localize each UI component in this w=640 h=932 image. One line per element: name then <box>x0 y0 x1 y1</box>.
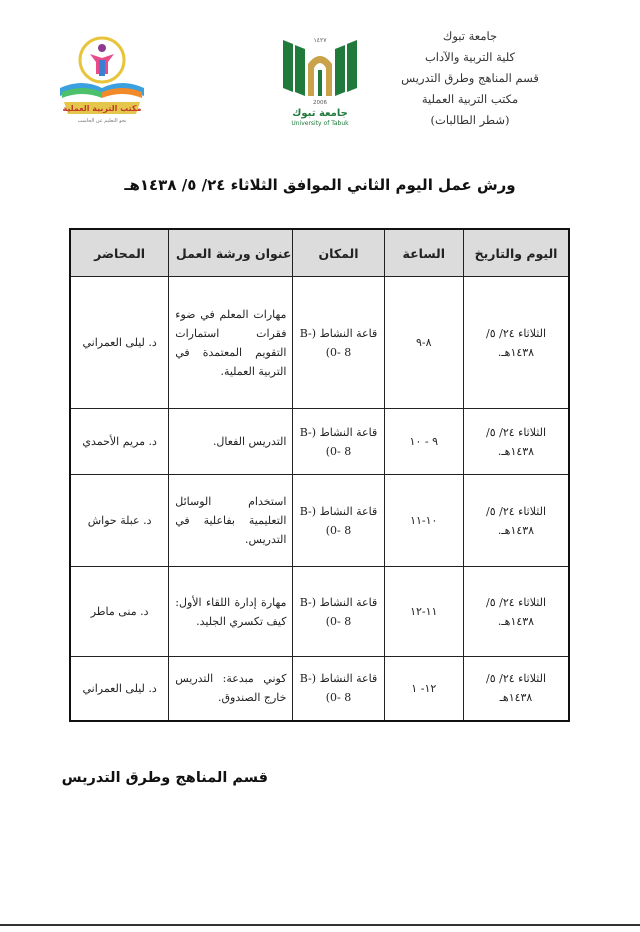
logo-year-gregorian: 2006 <box>313 100 327 106</box>
cell-place: قاعة النشاط (B- 0- 8) <box>293 567 384 657</box>
university-of-tabuk-logo <box>275 30 365 130</box>
header-day-date: اليوم والتاريخ <box>464 229 569 277</box>
page-title: ورش عمل اليوم الثاني الموافق الثلاثاء ٢٤/ ٥/ ١٤٣٨هـ <box>124 176 516 194</box>
cell-day-date: الثلاثاء ٢٤/ ٥/ ١٤٣٨هـ. <box>464 277 569 409</box>
header-presenter: المحاضر <box>70 229 169 277</box>
cell-presenter: د. ليلى العمراني <box>70 657 169 721</box>
cell-place: قاعة النشاط (B- 0- 8) <box>293 409 384 475</box>
workshop-schedule-table <box>69 228 570 722</box>
cell-time: ١٠-١١ <box>384 475 464 567</box>
table-row <box>70 657 569 721</box>
table-row <box>70 277 569 409</box>
header-college: كلية التربية والآداب <box>424 50 516 64</box>
cell-day-date: الثلاثاء ٢٤/ ٥/ ١٤٣٨هـ. <box>464 409 569 475</box>
header-place: المكان <box>293 229 384 277</box>
cell-presenter: د. عبلة حواش <box>70 475 169 567</box>
cell-workshop-title: استخدام الوسائل التعليمية بفاعلية في التدريس. <box>169 475 293 567</box>
cell-time: ١١-١٢ <box>384 567 464 657</box>
cell-day-date: الثلاثاء ٢٤/ ٥/ ١٤٣٨هـ. <box>464 567 569 657</box>
cell-presenter: د. مريم الأحمدي <box>70 409 169 475</box>
cell-workshop-title: التدريس الفعال. <box>169 409 293 475</box>
cell-workshop-title: مهارات المعلم في ضوء فقرات استمارات التقويم المعتمدة في التربية العملية. <box>169 277 293 409</box>
office-logo-name: مكتب التربية العملية <box>62 104 142 113</box>
cell-time: ٩ - ١٠ <box>384 409 464 475</box>
table-header-row <box>70 229 569 277</box>
table-row <box>70 409 569 475</box>
cell-workshop-title: مهارة إدارة اللقاء الأول: كيف تكسري الجليد. <box>169 567 293 657</box>
cell-place: قاعة النشاط (B- 0- 8) <box>293 277 384 409</box>
table-row <box>70 475 569 567</box>
logo-name-arabic: جامعة تبوك <box>292 108 348 119</box>
cell-place: قاعة النشاط (B- 0- 8) <box>293 475 384 567</box>
cell-presenter: د. ليلى العمراني <box>70 277 169 409</box>
header-section: (شطر الطالبات) <box>430 113 510 127</box>
table-row <box>70 567 569 657</box>
cell-time: ١٢- ١ <box>384 657 464 721</box>
cell-day-date: الثلاثاء ٢٤/ ٥/ ١٤٣٨هـ <box>464 657 569 721</box>
logo-year-hijri: ١٤٢٧ <box>313 37 327 44</box>
cell-workshop-title: كوني مبدعة: التدريس خارج الصندوق. <box>169 657 293 721</box>
page-bottom-divider <box>0 924 640 926</box>
header-office: مكتب التربية العملية <box>421 92 519 106</box>
header-workshop-title: عنوان ورشة العمل <box>169 229 293 277</box>
institution-header <box>370 26 570 131</box>
office-logo-tagline: نحو التعليم عن الحاسب <box>77 118 127 124</box>
cell-day-date: الثلاثاء ٢٤/ ٥/ ١٤٣٨هـ. <box>464 475 569 567</box>
footer-department: قسم المناهج وطرق التدريس <box>61 770 268 786</box>
header-time: الساعة <box>384 229 464 277</box>
practical-education-office-logo <box>52 30 152 130</box>
cell-place: قاعة النشاط (B- 0- 8) <box>293 657 384 721</box>
header-department: قسم المناهج وطرق التدريس <box>401 71 539 85</box>
header-university: جامعة تبوك <box>442 29 498 43</box>
cell-time: ٨-٩ <box>384 277 464 409</box>
cell-presenter: د. منى ماطر <box>70 567 169 657</box>
logo-name-english: University of Tabuk <box>291 120 349 127</box>
